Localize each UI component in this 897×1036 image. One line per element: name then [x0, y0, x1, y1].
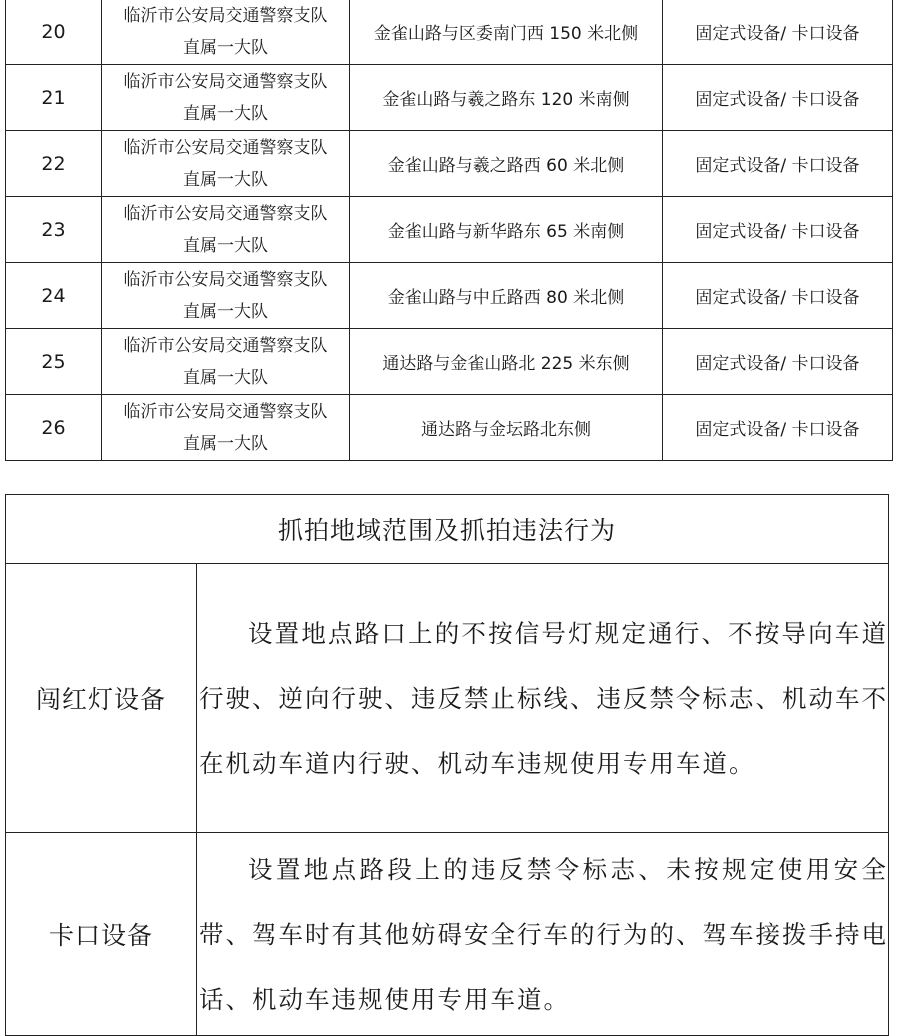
- device-table-body: [6, 0, 893, 461]
- scope-table: [5, 494, 889, 1036]
- unit-line-1: 临沂市公安局交通警察支队: [123, 203, 328, 224]
- location-cell: 金雀山路与羲之路西 60 米北侧: [350, 131, 663, 197]
- table-row: [6, 65, 893, 131]
- device-type-cell: 固定式设备/ 卡口设备: [663, 197, 893, 263]
- unit-line-1: 临沂市公安局交通警察支队: [123, 335, 328, 356]
- table-row: [6, 131, 893, 197]
- table-row: [6, 197, 893, 263]
- row-number: 22: [6, 131, 102, 197]
- row-number: 21: [6, 65, 102, 131]
- unit-cell: [102, 197, 350, 263]
- location-cell: 金雀山路与区委南门西 150 米北侧: [350, 0, 663, 65]
- device-table: [5, 0, 893, 461]
- table-row: [6, 564, 889, 833]
- unit-cell: [102, 329, 350, 395]
- row-number: 24: [6, 263, 102, 329]
- red-light-device-description: 设置地点路口上的不按信号灯规定通行、不按导向车道行驶、逆向行驶、违反禁止标线、违反禁令标志、机动车不在机动车道内行驶、机动车违规使用专用车道。: [197, 564, 889, 833]
- unit-line-2: 直属一大队: [183, 301, 268, 322]
- unit-line-1: 临沂市公安局交通警察支队: [123, 71, 328, 92]
- unit-cell: [102, 131, 350, 197]
- device-type-cell: 固定式设备/ 卡口设备: [663, 131, 893, 197]
- row-number: 25: [6, 329, 102, 395]
- table-row: [6, 0, 893, 65]
- device-type-cell: 固定式设备/ 卡口设备: [663, 263, 893, 329]
- device-type-cell: 固定式设备/ 卡口设备: [663, 65, 893, 131]
- checkpoint-device-description: 设置地点路段上的违反禁令标志、未按规定使用安全带、驾车时有其他妨碍安全行车的行为的、驾车接拨手持电话、机动车违规使用专用车道。: [197, 833, 889, 1036]
- unit-cell: [102, 395, 350, 461]
- location-cell: 通达路与金坛路北东侧: [350, 395, 663, 461]
- device-type-cell: 固定式设备/ 卡口设备: [663, 329, 893, 395]
- unit-line-1: 临沂市公安局交通警察支队: [123, 137, 328, 158]
- row-number: 26: [6, 395, 102, 461]
- device-type-cell: 固定式设备/ 卡口设备: [663, 395, 893, 461]
- unit-line-1: 临沂市公安局交通警察支队: [123, 401, 328, 422]
- row-number: 20: [6, 0, 102, 65]
- checkpoint-device-label: 卡口设备: [6, 833, 197, 1036]
- device-type-cell: 固定式设备/ 卡口设备: [663, 0, 893, 65]
- location-cell: 通达路与金雀山路北 225 米东侧: [350, 329, 663, 395]
- row-number: 23: [6, 197, 102, 263]
- table-row: [6, 329, 893, 395]
- unit-line-2: 直属一大队: [183, 103, 268, 124]
- unit-cell: [102, 263, 350, 329]
- table-row: [6, 833, 889, 1036]
- red-light-device-label: 闯红灯设备: [6, 564, 197, 833]
- unit-line-1: 临沂市公安局交通警察支队: [123, 5, 328, 26]
- unit-cell: [102, 65, 350, 131]
- unit-line-2: 直属一大队: [183, 37, 268, 58]
- unit-line-2: 直属一大队: [183, 235, 268, 256]
- table-row: [6, 263, 893, 329]
- location-cell: 金雀山路与中丘路西 80 米北侧: [350, 263, 663, 329]
- unit-line-2: 直属一大队: [183, 169, 268, 190]
- location-cell: 金雀山路与新华路东 65 米南侧: [350, 197, 663, 263]
- unit-line-1: 临沂市公安局交通警察支队: [123, 269, 328, 290]
- location-cell: 金雀山路与羲之路东 120 米南侧: [350, 65, 663, 131]
- unit-line-2: 直属一大队: [183, 367, 268, 388]
- unit-line-2: 直属一大队: [183, 433, 268, 454]
- table-row: [6, 395, 893, 461]
- scope-heading: 抓拍地域范围及抓拍违法行为: [6, 495, 889, 564]
- unit-cell: [102, 0, 350, 65]
